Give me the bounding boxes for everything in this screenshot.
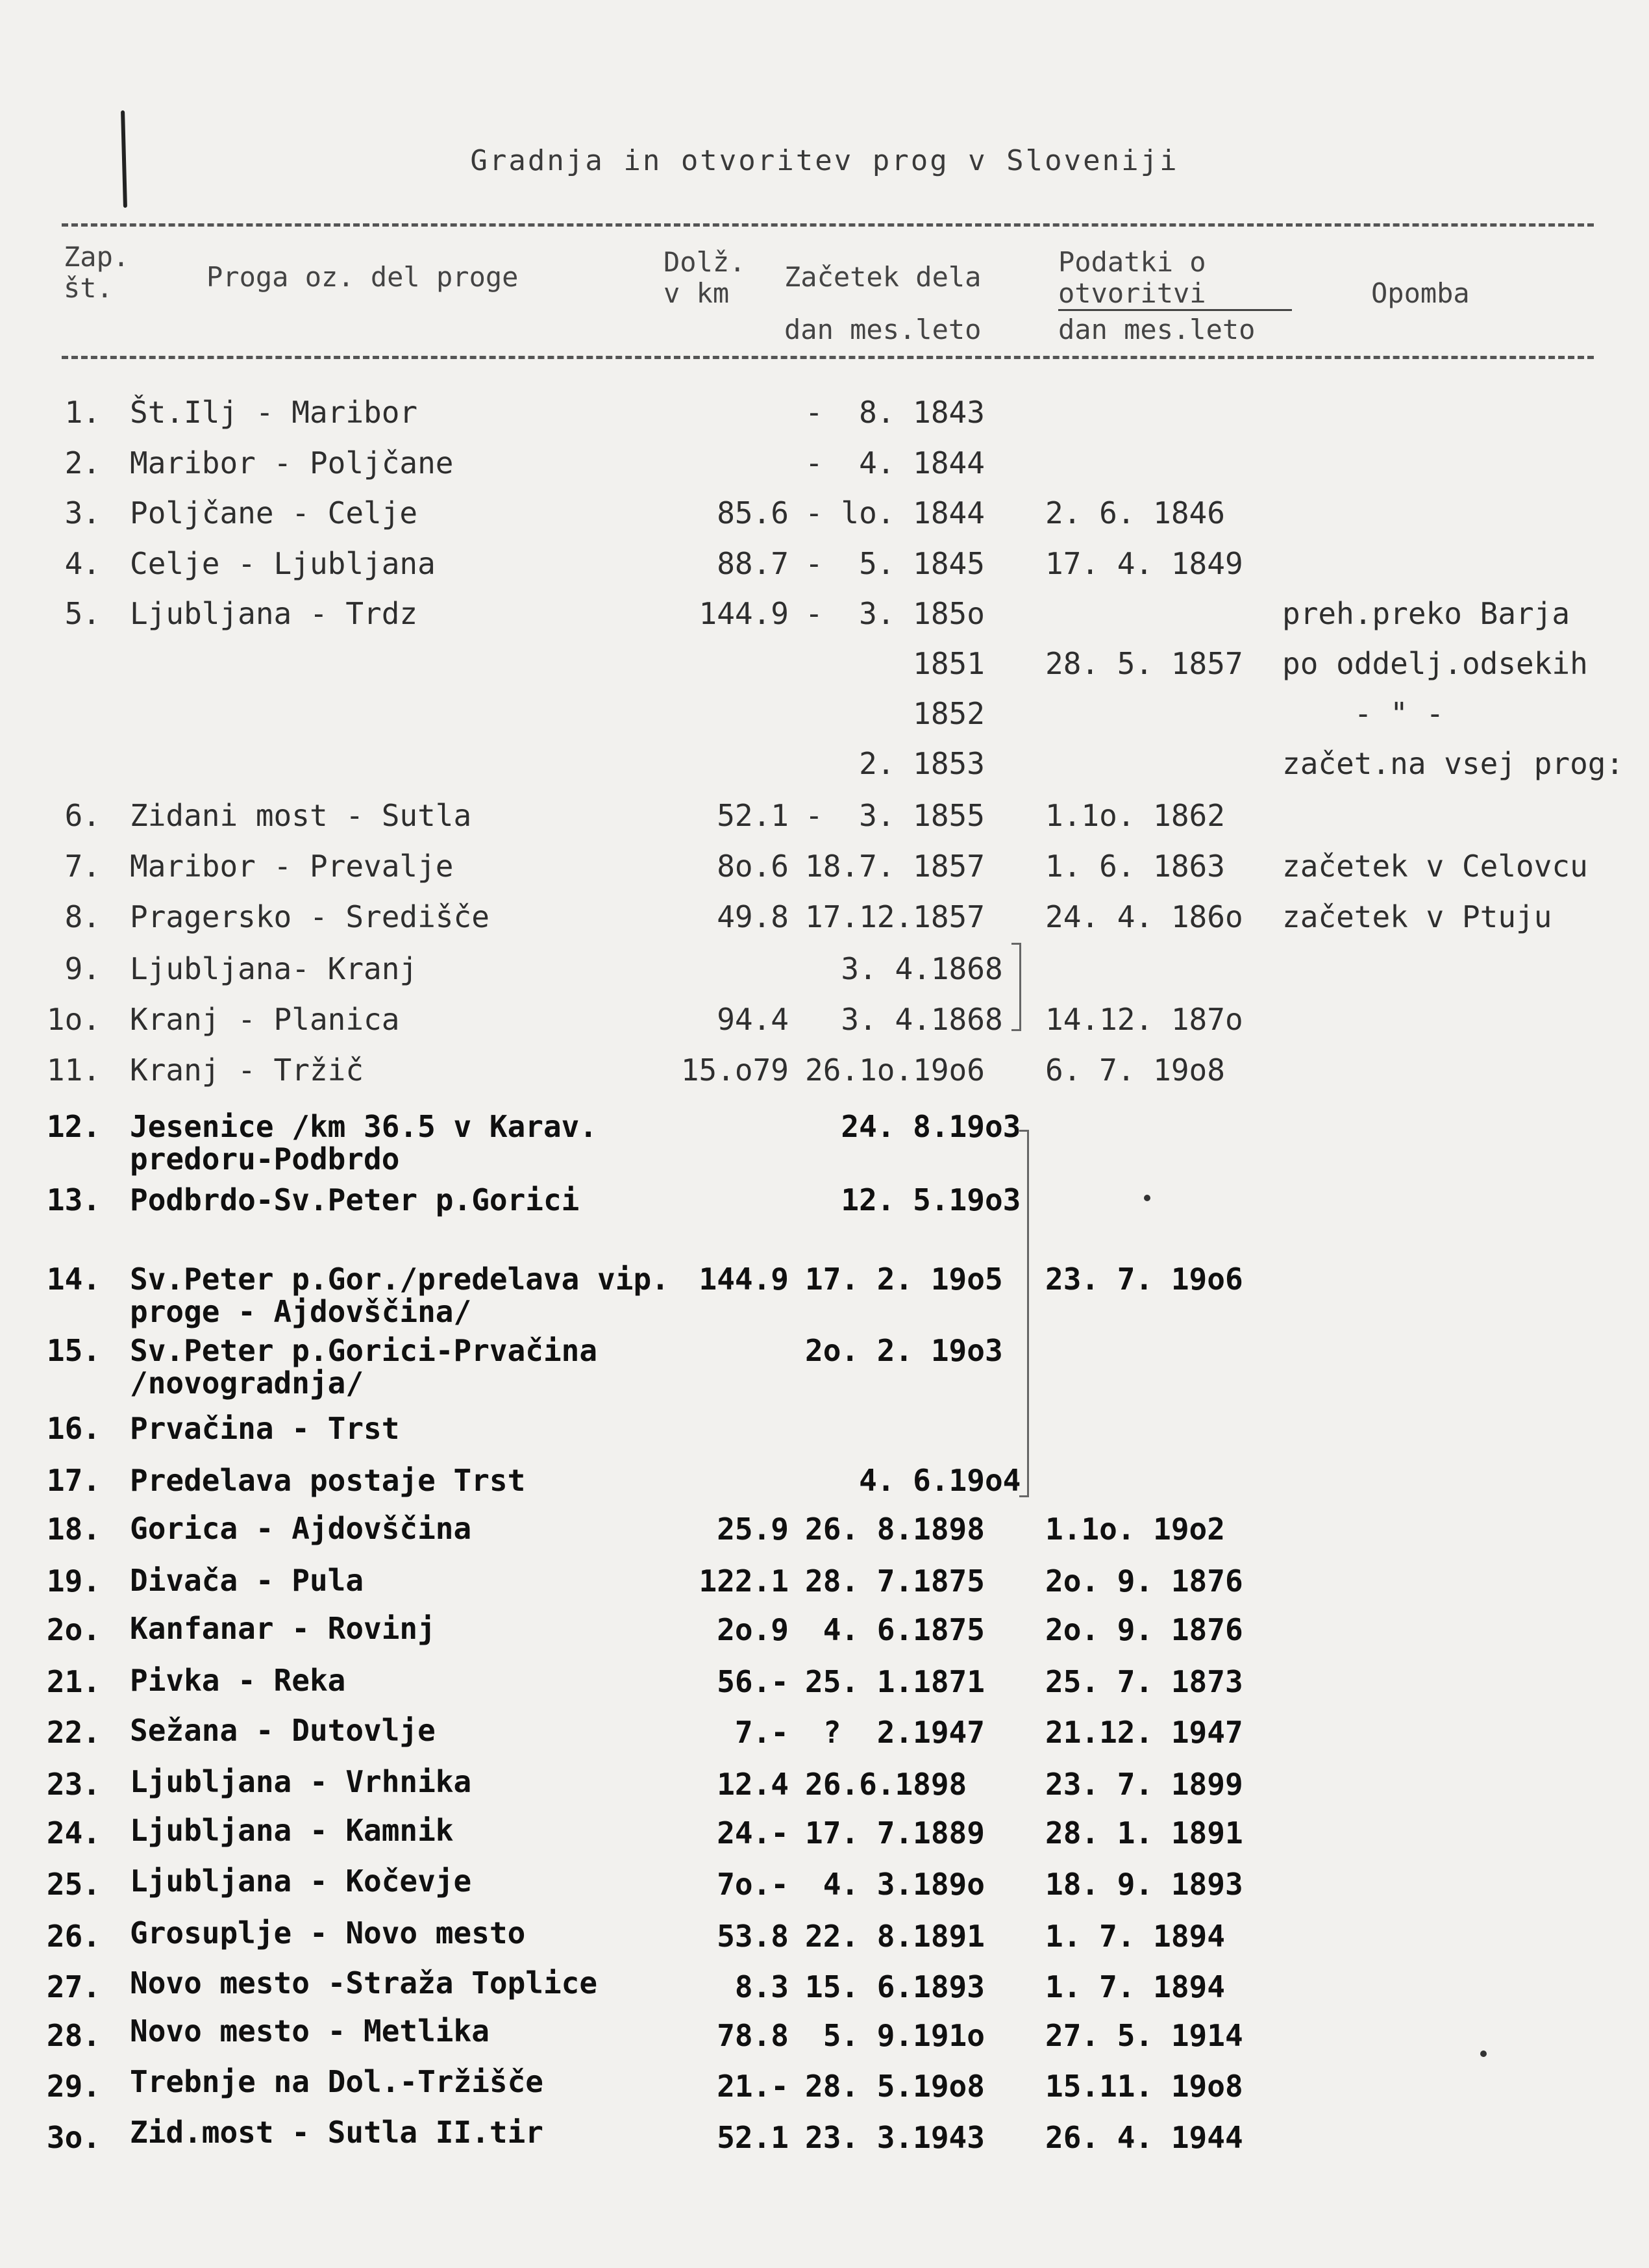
- route-length: 8.3: [734, 1969, 789, 2004]
- start-date: 22. 8.1891: [805, 1919, 985, 1954]
- route-name: Kanfanar - Rovinj: [130, 1611, 436, 1647]
- route-length: 7.-: [734, 1715, 789, 1750]
- row-number: 13.: [46, 1182, 101, 1217]
- table-row: [0, 949, 1649, 988]
- table-row: [0, 1409, 1649, 1448]
- route-length: 85.6: [717, 495, 789, 530]
- route-name: Divača - Pula: [130, 1562, 364, 1598]
- route-name: Ljubljana - Trdz: [130, 596, 418, 631]
- row-number: 27.: [46, 1969, 101, 2004]
- route-name: Sv.Peter p.Gor./predelava vip.: [130, 1262, 669, 1297]
- route-name-continued: /novogradnja/: [130, 1365, 364, 1401]
- route-length: 12.4: [717, 1767, 789, 1802]
- route-name: Poljčane - Celje: [130, 495, 418, 530]
- table-row: [0, 744, 1649, 783]
- route-name: Zid.most - Sutla II.tir: [130, 2115, 543, 2150]
- table-row: [0, 1813, 1649, 1852]
- table-row: [0, 493, 1649, 532]
- start-date: 23. 3.1943: [805, 2120, 985, 2155]
- start-date: 25. 1.1871: [805, 1664, 985, 1699]
- row-number: 21.: [46, 1664, 101, 1699]
- start-date: 15. 6.1893: [805, 1969, 985, 2004]
- row-number: 22.: [46, 1715, 101, 1750]
- table-row: [0, 1610, 1649, 1649]
- row-number: 3.: [64, 495, 101, 530]
- table-row: [0, 1765, 1649, 1804]
- opening-date: 23. 7. 1899: [1045, 1767, 1243, 1802]
- start-date: - 3. 1855: [805, 798, 985, 833]
- route-length: 24.-: [717, 1815, 789, 1851]
- row-number: 18.: [46, 1512, 101, 1547]
- start-date: 4. 3.189o: [805, 1867, 985, 1902]
- route-name: Gorica - Ajdovščina: [130, 1511, 472, 1547]
- row-number: 25.: [46, 1867, 101, 1902]
- header-bottom-rule: [62, 356, 1594, 359]
- row-number: 2.: [64, 445, 101, 480]
- route-name: Sežana - Dutovlje: [130, 1713, 436, 1748]
- opening-date: 26. 4. 1944: [1045, 2120, 1243, 2155]
- table-row: [0, 1000, 1649, 1039]
- row-number: 15.: [46, 1333, 101, 1368]
- route-length: 15.o79: [680, 1053, 789, 1088]
- start-date: 1851: [805, 646, 985, 681]
- route-name: Kranj - Planica: [130, 1002, 400, 1037]
- start-date: 24. 8.19o3: [805, 1109, 1021, 1144]
- ink-speck: [1480, 2050, 1487, 2057]
- header-note: Opomba: [1371, 277, 1470, 309]
- start-date: 26.6.1898: [805, 1767, 967, 1802]
- opening-date: 1. 6. 1863: [1045, 849, 1225, 884]
- start-date: - 8. 1843: [805, 395, 985, 430]
- route-length: 52.1: [717, 2120, 789, 2155]
- route-name: Pivka - Reka: [130, 1662, 346, 1698]
- table-row: [0, 1713, 1649, 1752]
- opening-date: 24. 4. 186o: [1045, 899, 1243, 934]
- table-row: [0, 1107, 1649, 1177]
- row-number: 28.: [46, 2018, 101, 2053]
- route-name-continued: proge - Ajdovščina/: [130, 1294, 472, 1329]
- start-date: 1852: [805, 696, 985, 731]
- table-row: [0, 847, 1649, 886]
- table-row: [0, 1180, 1649, 1219]
- route-name: Maribor - Prevalje: [130, 849, 454, 884]
- route-name: Grosuplje - Novo mesto: [130, 1915, 526, 1950]
- opening-date: 2o. 9. 1876: [1045, 1612, 1243, 1647]
- opening-date: 2. 6. 1846: [1045, 495, 1225, 530]
- row-number: 17.: [46, 1463, 101, 1498]
- start-date: 2o. 2. 19o3: [805, 1333, 1003, 1368]
- route-name: Podbrdo-Sv.Peter p.Gorici: [130, 1182, 580, 1217]
- row-number: 1o.: [46, 1002, 101, 1037]
- row-number: 2o.: [46, 1612, 101, 1647]
- table-row: [0, 1865, 1649, 1904]
- header-start: Začetek dela: [784, 261, 982, 293]
- table-row: [0, 1967, 1649, 2006]
- row-number: 16.: [46, 1411, 101, 1446]
- opening-date: 27. 5. 1914: [1045, 2018, 1243, 2053]
- row-number: 23.: [46, 1767, 101, 1802]
- opening-date: 15.11. 19o8: [1045, 2069, 1243, 2104]
- header-top-rule: [62, 223, 1594, 227]
- table-row: [0, 544, 1649, 583]
- ink-speck: [1144, 1195, 1150, 1201]
- note-text: začet.na vsej prog:: [1282, 746, 1624, 781]
- table-row: [0, 2115, 1649, 2157]
- row-number: 3o.: [46, 2120, 101, 2155]
- note-text: po oddelj.odsekih: [1282, 646, 1588, 681]
- start-date: - 5. 1845: [805, 546, 985, 581]
- route-name: Pragersko - Središče: [130, 899, 490, 934]
- opening-date: 28. 1. 1891: [1045, 1815, 1243, 1851]
- opening-date: 1.1o. 19o2: [1045, 1512, 1225, 1547]
- start-date: ? 2.1947: [805, 1715, 985, 1750]
- route-name: Celje - Ljubljana: [130, 546, 436, 581]
- table-row: [0, 1510, 1649, 1549]
- start-date: - 3. 185o: [805, 596, 985, 631]
- route-name: Novo mesto -Straža Toplice: [130, 1965, 598, 2000]
- route-length: 53.8: [717, 1919, 789, 1954]
- table-row: [0, 594, 1649, 633]
- table-row: [0, 1562, 1649, 1601]
- route-length: 21.-: [717, 2069, 789, 2104]
- opening-date: 1. 7. 1894: [1045, 1919, 1225, 1954]
- row-number: 5.: [64, 596, 101, 631]
- opening-date: 6. 7. 19o8: [1045, 1053, 1225, 1088]
- opening-date: 23. 7. 19o6: [1045, 1262, 1243, 1297]
- start-date: 12. 5.19o3: [805, 1182, 1021, 1217]
- route-name: Ljubljana - Vrhnika: [130, 1764, 472, 1800]
- route-name: Ljubljana - Kočevje: [130, 1863, 472, 1899]
- table-row: [0, 897, 1649, 936]
- note-text: začetek v Ptuju: [1282, 899, 1552, 934]
- start-date: 2. 1853: [805, 746, 985, 781]
- route-length: 88.7: [717, 546, 789, 581]
- opening-date: 28. 5. 1857: [1045, 646, 1243, 681]
- start-date: - 4. 1844: [805, 445, 985, 480]
- row-number: 1.: [64, 395, 101, 430]
- opening-date: 18. 9. 1893: [1045, 1867, 1243, 1902]
- table-row: [0, 644, 1649, 683]
- header-opening-sub: dan mes.leto: [1058, 314, 1256, 345]
- header-opening: Podatki o otvoritvi: [1058, 247, 1292, 311]
- route-length: 49.8: [717, 899, 789, 934]
- route-length: 144.9: [699, 1262, 789, 1297]
- opening-date: 1.1o. 1862: [1045, 798, 1225, 833]
- start-date: 3. 4.1868: [805, 951, 1003, 986]
- row-number: 12.: [46, 1109, 101, 1144]
- start-date: 26.1o.19o6: [805, 1053, 985, 1088]
- opening-date: 21.12. 1947: [1045, 1715, 1243, 1750]
- start-date: - lo. 1844: [805, 495, 985, 530]
- row-number: 29.: [46, 2069, 101, 2104]
- row-number: 4.: [64, 546, 101, 581]
- row-number: 19.: [46, 1564, 101, 1599]
- table-row: [0, 1051, 1649, 1090]
- note-text: - " -: [1282, 696, 1444, 731]
- start-date: 28. 5.19o8: [805, 2069, 985, 2104]
- row-number: 7.: [64, 849, 101, 884]
- table-row: [0, 1662, 1649, 1701]
- bracket-12-17: [1019, 1130, 1029, 1497]
- header-start-sub: dan mes.leto: [784, 314, 982, 345]
- route-name-continued: predoru-Podbrdo: [130, 1141, 400, 1177]
- route-length: 8o.6: [717, 849, 789, 884]
- table-row: [0, 694, 1649, 733]
- start-date: 17. 2. 19o5: [805, 1262, 1003, 1297]
- start-date: 3. 4.1868: [805, 1002, 1003, 1037]
- note-text: preh.preko Barja: [1282, 596, 1570, 631]
- table-row: [0, 1461, 1649, 1500]
- start-date: 17. 7.1889: [805, 1815, 985, 1851]
- route-name: Ljubljana - Kamnik: [130, 1812, 454, 1848]
- route-name: Novo mesto - Metlika: [130, 2013, 490, 2049]
- route-name: Prvačina - Trst: [130, 1411, 400, 1446]
- route-name: Jesenice /km 36.5 v Karav.: [130, 1109, 598, 1144]
- route-name: Kranj - Tržič: [130, 1053, 364, 1088]
- route-name: Maribor - Poljčane: [130, 445, 454, 480]
- opening-date: 14.12. 187o: [1045, 1002, 1243, 1037]
- table-row: [0, 393, 1649, 432]
- table-row: [0, 1331, 1649, 1401]
- table-row: [0, 443, 1649, 482]
- opening-date: 2o. 9. 1876: [1045, 1564, 1243, 1599]
- opening-date: 17. 4. 1849: [1045, 546, 1243, 581]
- bracket-9-10: [1011, 943, 1021, 1031]
- route-name: Trebnje na Dol.-Tržišče: [130, 2063, 543, 2099]
- route-length: 7o.-: [717, 1867, 789, 1902]
- row-number: 11.: [46, 1053, 101, 1088]
- start-date: 4. 6.19o4: [805, 1463, 1021, 1498]
- route-length: 144.9: [699, 596, 789, 631]
- start-date: 17.12.1857: [805, 899, 985, 934]
- header-length: Dolž. v km: [663, 246, 746, 309]
- row-number: 24.: [46, 1815, 101, 1851]
- document-title: Gradnja in otvoritev prog v Sloveniji: [470, 144, 1179, 177]
- route-length: 56.-: [717, 1664, 789, 1699]
- start-date: 26. 8.1898: [805, 1512, 985, 1547]
- table-row: [0, 1917, 1649, 1956]
- start-date: 18.7. 1857: [805, 849, 985, 884]
- route-name: Ljubljana- Kranj: [130, 951, 418, 986]
- header-route: Proga oz. del proge: [206, 261, 519, 293]
- note-text: začetek v Celovcu: [1282, 849, 1588, 884]
- row-number: 26.: [46, 1919, 101, 1954]
- row-number: 9.: [64, 951, 101, 986]
- route-name: Sv.Peter p.Gorici-Prvačina: [130, 1333, 598, 1368]
- row-number: 6.: [64, 798, 101, 833]
- start-date: 5. 9.191o: [805, 2018, 985, 2053]
- route-name: Zidani most - Sutla: [130, 798, 472, 833]
- row-number: 14.: [46, 1262, 101, 1297]
- route-name: Predelava postaje Trst: [130, 1463, 526, 1498]
- table-row: [0, 2013, 1649, 2055]
- table-row: [0, 2063, 1649, 2106]
- table-row: [0, 1260, 1649, 1329]
- header-no: Zap. št.: [64, 241, 130, 304]
- route-length: 52.1: [717, 798, 789, 833]
- route-length: 25.9: [717, 1512, 789, 1547]
- route-length: 2o.9: [717, 1612, 789, 1647]
- table-row: [0, 796, 1649, 835]
- route-name: Št.Ilj - Maribor: [130, 395, 418, 430]
- route-length: 94.4: [717, 1002, 789, 1037]
- start-date: 28. 7.1875: [805, 1564, 985, 1599]
- start-date: 4. 6.1875: [805, 1612, 985, 1647]
- opening-date: 1. 7. 1894: [1045, 1969, 1225, 2004]
- row-number: 8.: [64, 899, 101, 934]
- opening-date: 25. 7. 1873: [1045, 1664, 1243, 1699]
- route-length: 122.1: [699, 1564, 789, 1599]
- route-length: 78.8: [717, 2018, 789, 2053]
